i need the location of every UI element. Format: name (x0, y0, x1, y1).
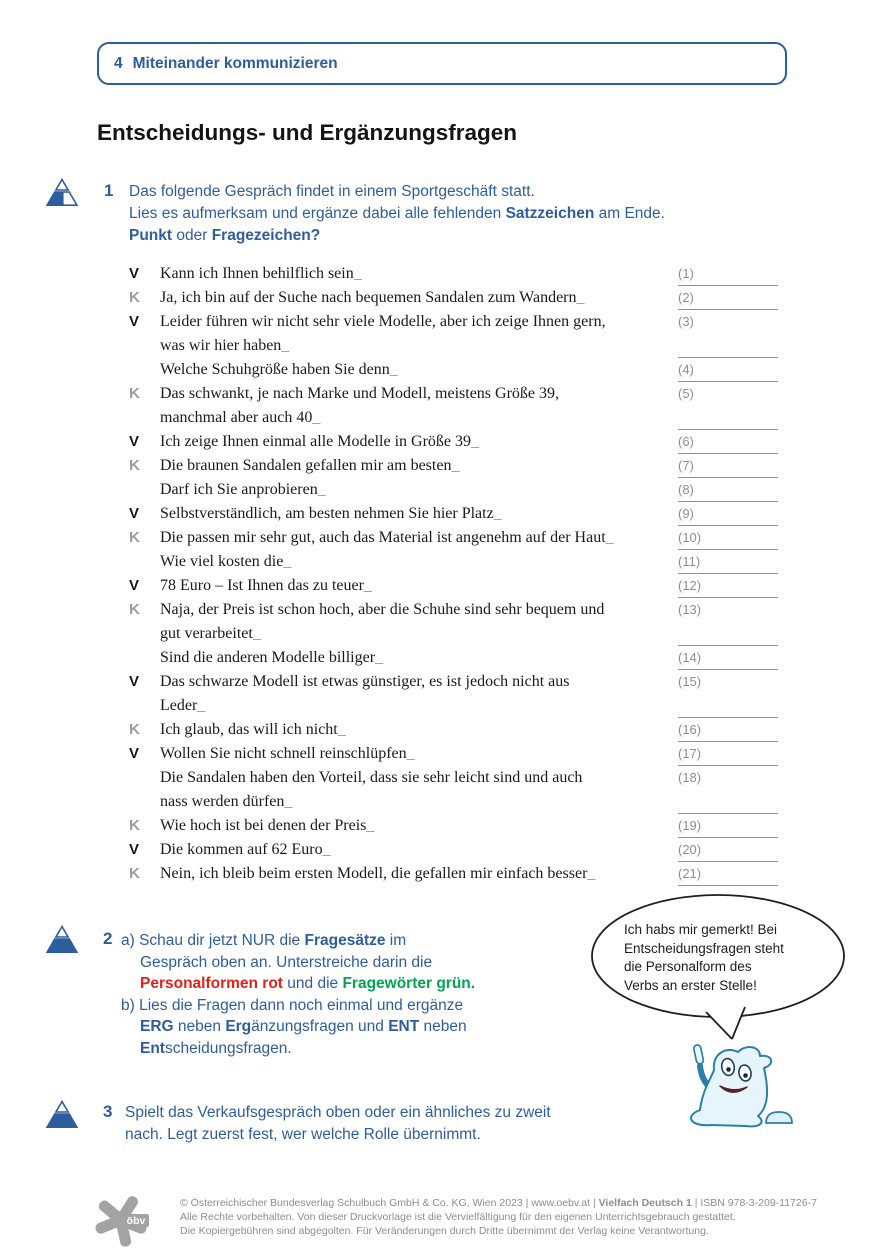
speaker-label: V (129, 505, 140, 522)
answer-number: (2) (678, 290, 694, 305)
dialogue-row (129, 382, 779, 430)
answer-number: (7) (678, 458, 694, 473)
speaker-label: V (129, 313, 140, 330)
dialogue-text: Sind die anderen Modelle billiger_ (160, 649, 384, 666)
dialogue-text: Das schwankt, je nach Marke und Modell, meistens Größe 39, manchmal aber auch 40_ (160, 385, 560, 426)
mascot-blob-character (662, 1030, 812, 1135)
answer-line-field[interactable] (678, 454, 778, 478)
speaker-label: V (129, 577, 140, 594)
answer-number: (20) (678, 842, 702, 857)
dialogue-text: Wollen Sie nicht schnell reinschlüpfen_ (160, 745, 415, 762)
dialogue-row (129, 718, 779, 742)
punctuation-blank[interactable]: _ (493, 505, 502, 522)
dialogue-row (129, 598, 779, 646)
answer-line-field[interactable] (678, 478, 778, 502)
answer-line-field[interactable] (678, 742, 778, 766)
dialogue-text: Die braunen Sandalen gefallen mir am besten_ (160, 457, 460, 474)
dialogue-text: Leider führen wir nicht sehr viele Modelle, aber ich zeige Ihnen gern, was wir hier haben_ (160, 313, 606, 354)
punctuation-blank[interactable]: _ (283, 553, 292, 570)
speaker-label: V (129, 265, 140, 282)
answer-number: (18) (678, 770, 702, 785)
dialogue-row (129, 574, 779, 598)
speaker-label: K (129, 721, 140, 738)
speaker-label: V (129, 841, 140, 858)
speaker-label (129, 646, 160, 670)
instruction-line: Personalformen rot und die Fragewörter grün. (140, 975, 476, 992)
punctuation-blank[interactable]: _ (337, 721, 346, 738)
answer-line-field[interactable] (678, 574, 778, 598)
dialogue-text: Die passen mir sehr gut, auch das Material ist angenehm auf der Haut_ (160, 529, 614, 546)
dialogue-row (129, 742, 779, 766)
instruction-line: Punkt oder Fragezeichen? (129, 227, 321, 244)
answer-number: (12) (678, 578, 702, 593)
dialogue-row (129, 862, 779, 886)
dialogue-text: Welche Schuhgröße haben Sie denn_ (160, 361, 398, 378)
answer-number: (21) (678, 866, 702, 881)
answer-line-field[interactable] (678, 550, 778, 574)
punctuation-blank[interactable]: _ (363, 577, 372, 594)
chapter-number: 4 (114, 54, 123, 72)
dialogue-text: Nein, ich bleib beim ersten Modell, die gefallen mir einfach besser_ (160, 865, 596, 882)
instruction-line: Lies es aufmerksam und ergänze dabei alle fehlenden Satzzeichen am Ende. (129, 205, 665, 222)
answer-number: (1) (678, 266, 694, 281)
answer-line-field[interactable] (678, 286, 778, 310)
answer-line-field[interactable] (678, 430, 778, 454)
punctuation-blank[interactable]: _ (576, 289, 585, 306)
answer-line-field[interactable] (678, 526, 778, 550)
dialogue-text: Wie hoch ist bei denen der Preis_ (160, 817, 375, 834)
punctuation-blank[interactable]: _ (284, 793, 293, 810)
oebv-logo (93, 1191, 157, 1249)
dialogue-row (129, 310, 779, 358)
exercise1-number: 1 (104, 181, 114, 200)
speaker-label: K (129, 529, 140, 546)
answer-line-field[interactable] (678, 310, 778, 358)
footer-line: Alle Rechte vorbehalten. Von dieser Druckvorlage ist die Vervielfältigung für den eigenen Unterrichtsgebrauch gestattet. (180, 1211, 736, 1223)
punctuation-blank[interactable]: _ (451, 457, 460, 474)
dialogue-row (129, 766, 779, 814)
answer-line-field[interactable] (678, 598, 778, 646)
answer-line-field[interactable] (678, 862, 778, 886)
answer-line-field[interactable] (678, 766, 778, 814)
dialogue-row (129, 478, 779, 502)
answer-number: (8) (678, 482, 694, 497)
exercise2-number: 2 (103, 929, 113, 948)
answer-number: (9) (678, 506, 694, 521)
answer-line-field[interactable] (678, 646, 778, 670)
punctuation-blank[interactable]: _ (406, 745, 415, 762)
answer-number: (11) (678, 554, 701, 569)
dialogue-row (129, 430, 779, 454)
footer-imprint (180, 1196, 817, 1238)
answer-number: (3) (678, 314, 694, 329)
difficulty-pyramid-icon (45, 1100, 79, 1130)
answer-number: (19) (678, 818, 702, 833)
dialogue-text: Wie viel kosten die_ (160, 553, 292, 570)
speaker-label: K (129, 289, 140, 306)
speaker-label: K (129, 865, 140, 882)
answer-line-field[interactable] (678, 262, 778, 286)
difficulty-pyramid-icon (45, 178, 79, 208)
punctuation-blank[interactable]: _ (281, 337, 290, 354)
dialogue-row (129, 814, 779, 838)
speaker-label: V (129, 433, 140, 450)
dialogue-row (129, 454, 779, 478)
dialogue-row (129, 262, 779, 286)
oebv-logo-label: öbv (126, 1215, 146, 1227)
punctuation-blank[interactable]: _ (317, 481, 326, 498)
answer-line-field[interactable] (678, 838, 778, 862)
instruction-line: ERG neben Ergänzungsfragen und ENT neben (140, 1018, 467, 1035)
speech-bubble-text: Ich habs mir gemerkt! Bei Entscheidungsfragen steht die Personalform des Verbs an erster Stelle! (624, 922, 784, 993)
instruction-line: b) Lies die Fragen dann noch einmal und ergänze (121, 996, 464, 1014)
answer-line-field[interactable] (678, 502, 778, 526)
speaker-label: K (129, 817, 140, 834)
answer-number: (14) (678, 650, 702, 665)
dialogue-row (129, 358, 779, 382)
dialogue-row (129, 838, 779, 862)
instruction-line: Gespräch oben an. Unterstreiche darin die (140, 953, 433, 971)
answer-line-field[interactable] (678, 670, 778, 718)
answer-number: (4) (678, 362, 694, 377)
speaker-label (129, 550, 160, 574)
dialogue-row (129, 502, 779, 526)
punctuation-blank[interactable]: _ (312, 409, 321, 426)
answer-line-field[interactable] (678, 358, 778, 382)
footer-line: Die Kopiergebühren sind abgegolten. Für Veränderungen durch Dritte übernimmt der Verlag keine Verantwortung. (180, 1225, 709, 1237)
dialogue-text: Kann ich Ihnen behilflich sein_ (160, 265, 362, 282)
answer-number: (5) (678, 386, 694, 401)
dialogue-text: Die kommen auf 62 Euro_ (160, 841, 331, 858)
page-title: Entscheidungs- und Ergänzungsfragen (97, 120, 518, 145)
punctuation-blank[interactable]: _ (366, 817, 375, 834)
speaker-label: K (129, 385, 140, 402)
instruction-line: Entscheidungsfragen. (140, 1039, 292, 1057)
answer-number: (16) (678, 722, 702, 737)
speaker-label: K (129, 457, 140, 474)
punctuation-blank[interactable]: _ (605, 529, 614, 546)
dialogue-text: 78 Euro – Ist Ihnen das zu teuer_ (160, 577, 372, 594)
answer-number: (17) (678, 746, 702, 761)
exercise3-number: 3 (103, 1102, 113, 1121)
speaker-label: V (129, 673, 140, 690)
answer-line-field[interactable] (678, 718, 778, 742)
punctuation-blank[interactable]: _ (587, 865, 596, 882)
punctuation-blank[interactable]: _ (197, 697, 206, 714)
chapter-title: Miteinander kommunizieren (132, 54, 338, 72)
footer-line: © Österreichischer Bundesverlag Schulbuch GmbH & Co. KG, Wien 2023 | www.oebv.at | Vielfach Deutsch 1 | ISBN 978-3-209-11726-7 (180, 1197, 817, 1209)
dialogue-text: Die Sandalen haben den Vorteil, dass sie sehr leicht sind und auch nass werden dürfen_ (160, 769, 583, 810)
instruction-line: a) Schau dir jetzt NUR die Fragesätze im (121, 932, 407, 949)
speaker-label (129, 766, 160, 814)
punctuation-blank[interactable]: _ (322, 841, 331, 858)
instruction-line: nach. Legt zuerst fest, wer welche Rolle übernimmt. (125, 1126, 481, 1143)
dialogue-row (129, 526, 779, 550)
exercise3-instructions (125, 1102, 551, 1146)
dialogue-row (129, 670, 779, 718)
difficulty-pyramid-icon (45, 925, 79, 955)
punctuation-blank[interactable]: _ (375, 649, 384, 666)
dialogue-text: Ich glaub, das will ich nicht_ (160, 721, 346, 738)
exercise2-instructions (121, 930, 475, 1059)
chapter-header-box (97, 42, 787, 85)
punctuation-blank[interactable]: _ (252, 625, 261, 642)
dialogue-row (129, 646, 779, 670)
speaker-label (129, 478, 160, 502)
dialogue-list (129, 262, 779, 886)
answer-number: (10) (678, 530, 702, 545)
punctuation-blank[interactable]: _ (389, 361, 398, 378)
dialogue-text: Selbstverständlich, am besten nehmen Sie hier Platz_ (160, 505, 502, 522)
instruction-line: Spielt das Verkaufsgespräch oben oder ein ähnliches zu zweit (125, 1104, 551, 1121)
dialogue-row (129, 286, 779, 310)
dialogue-text: Naja, der Preis ist schon hoch, aber die Schuhe sind sehr bequem und gut verarbeitet_ (160, 601, 605, 642)
dialogue-row (129, 550, 779, 574)
dialogue-text: Ja, ich bin auf der Suche nach bequemen Sandalen zum Wandern_ (160, 289, 585, 306)
answer-number: (6) (678, 434, 694, 449)
speaker-label: K (129, 601, 140, 618)
dialogue-text: Ich zeige Ihnen einmal alle Modelle in Größe 39_ (160, 433, 479, 450)
punctuation-blank[interactable]: _ (353, 265, 362, 282)
dialogue-text: Das schwarze Modell ist etwas günstiger, es ist jedoch nicht aus Leder_ (160, 673, 570, 714)
speaker-label: V (129, 745, 140, 762)
answer-line-field[interactable] (678, 382, 778, 430)
dialogue-text: Darf ich Sie anprobieren_ (160, 481, 326, 498)
speaker-label (129, 358, 160, 382)
exercise1-instructions (129, 181, 665, 247)
answer-number: (15) (678, 674, 702, 689)
answer-line-field[interactable] (678, 814, 778, 838)
instruction-line: Das folgende Gespräch findet in einem Sportgeschäft statt. (129, 183, 535, 200)
answer-number: (13) (678, 602, 702, 617)
punctuation-blank[interactable]: _ (471, 433, 479, 450)
